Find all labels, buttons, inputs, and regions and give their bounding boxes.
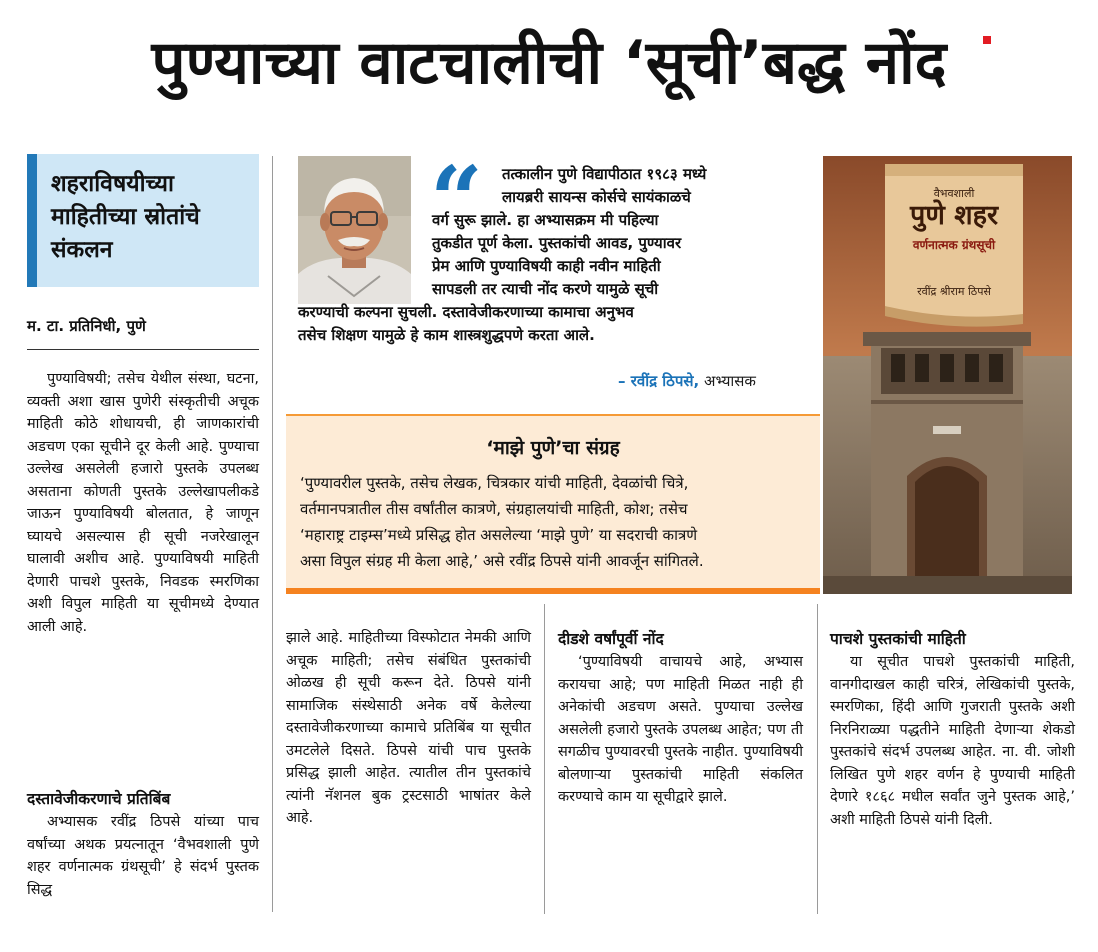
- book-author: रवींद्र श्रीराम ठिपसे: [917, 285, 991, 298]
- infobox-title: ‘माझे पुणे’चा संग्रह: [486, 437, 620, 459]
- headline: पुण्याच्या वाटचालीची ‘सूची’बद्ध नोंद: [151, 28, 947, 98]
- sidebar-accent-bar: [27, 154, 37, 287]
- column-4-text: या सूचीत पाचशे पुस्तकांची माहिती, वानगीदाखल काही चरित्रं, लेखिकांची पुस्तके, स्मरणिका, हिंदी आणि गुजराती पुस्तके अशी निरनिराळ्या पद्धतीने माहिती देणाऱ्या शेकडो पुस्तकांचे संदर्भ उपलब्ध आहेत. ना. वी. जोशी लिखित पुणे शहर वर्णन हे पुण्याची माहिती देणारे १८६८ मधील सर्वांत जुने पुस्तक आहे,’ अशी माहिती ठिपसे यांनी दिली.: [830, 654, 1075, 828]
- book-subtitle-top: वैभवशाली: [933, 187, 975, 200]
- column-4-subhead: पाचशे पुस्तकांची माहिती: [830, 630, 966, 648]
- quote-line: करण्याची कल्पना सुचली. दस्तावेजीकरणाच्या कामाचा अनुभव: [298, 303, 634, 321]
- infobox-line: ‘पुण्यावरील पुस्तके, तसेच लेखक, चित्रकार यांची माहिती, देवळांची चित्रे,: [300, 474, 689, 492]
- quote-author-name: – रवींद्र ठिपसे,: [618, 372, 700, 390]
- infobox-bottom-rule: [286, 588, 820, 594]
- quote-line: तत्कालीन पुणे विद्यापीठात १९८३ मध्ये: [502, 165, 707, 183]
- column-3-subhead: दीडशे वर्षांपूर्वी नोंद: [558, 630, 664, 648]
- column-3-text: ‘पुण्याविषयी वाचायचे आहे, अभ्यास करायचा आहे; पण माहिती मिळत नाही ही अनेकांची अडचण असते. पुण्याचा उल्लेख असलेली हजारो पुस्तके उपलब्ध आहेत; पण ती सगळीच पुण्यावरची पुस्तके नाहीत. पुण्याविषयी बोलणाऱ्या पुस्तकांची माहिती संकलित करण्याचे काम या सूचीद्वारे झाले.: [558, 654, 803, 805]
- author-portrait-photo: [298, 156, 411, 304]
- byline: म. टा. प्रतिनिधी, पुणे: [27, 317, 146, 335]
- byline-divider: [27, 349, 259, 350]
- quote-line: तसेच शिक्षण यामुळे हे काम शास्त्रशुद्धपणे करता आले.: [298, 326, 595, 344]
- column-2-paragraph: झाले आहे. माहितीच्या विस्फोटात नेमकी आणि अचूक माहिती; तसेच संबंधित पुस्तकांची ओळख ही सूची करून देते. ठिपसे यांनी सामाजिक संस्थेसाठी अनेक वर्षे केलेल्या दस्तावेजीकरणाच्या कामाचे प्रतिबिंब या सूचीत उमटलेले दिसते. ठिपसे यांची पाच पुस्तके प्रसिद्ध झाली आहेत. त्यातील तीन पुस्तकांचे त्यांनी नॅशनल बुक ट्रस्टसाठी भाषांतर केले आहे.: [286, 630, 531, 826]
- portrait-illustration: [298, 156, 411, 304]
- infobox-line: ‘महाराष्ट्र टाइम्स’मध्ये प्रसिद्ध होत असलेल्या ‘माझे पुणे’ या सदराची कात्रणे: [300, 526, 698, 544]
- column-divider-1: [272, 156, 273, 912]
- column-3-paragraph: [558, 651, 803, 809]
- column-1-paragraph-1: [27, 368, 259, 638]
- headline-accent-dot: [983, 36, 991, 44]
- book-cover-image: [823, 156, 1072, 594]
- column-divider-2: [544, 604, 545, 914]
- quote-line: प्रेम आणि पुण्याविषयी काही नवीन माहिती: [432, 257, 661, 275]
- column-divider-3: [817, 604, 818, 914]
- column-1-text-1: पुण्याविषयी; तसेच येथील संस्था, घटना, व्यक्ती अशा खास पुणेरी संस्कृतीची अचूक माहिती कोठे शोधायची, ही जाणकारांची अडचण एका सूचीने दूर केली आहे. पुण्याचा उल्लेख असलेली हजारो पुस्तके उपलब्ध असताना कोणती पुस्तके उल्लेखापलीकडे जाऊन पुण्याविषयी बोलतात, हे जाणून घ्यायचे असल्यास ही सूची नजरेखालून घालावी अशीच आहे. पुण्याविषयी माहिती देणारी पाचशे पुस्तके, निवडक स्मरणिका अशी विपुल माहिती या सूचीमध्ये देण्यात आली आहे.: [27, 371, 259, 635]
- infobox: [286, 416, 820, 594]
- quote-line: तुकडीत पूर्ण केला. पुस्तकांची आवड, पुण्यावर: [432, 234, 682, 252]
- sidebar-highlight-box: [27, 154, 259, 287]
- column-1-text-2: अभ्यासक रवींद्र ठिपसे यांच्या पाच वर्षांच्या अथक प्रयत्नातून ‘वैभवशाली पुणे शहर वर्णनात्मक ग्रंथसूची’ हे संदर्भ पुस्तक सिद्ध: [27, 814, 259, 898]
- quote-line: लायब्ररी सायन्स कोर्सचे सायंकाळचे: [502, 188, 691, 206]
- quote-mark-icon: “: [430, 146, 483, 254]
- quote-line: वर्ग सुरू झाले. हा अभ्यासक्रम मी पहिल्या: [432, 211, 659, 229]
- quote-attribution: [618, 371, 756, 391]
- column-1-paragraph-2: [27, 811, 259, 901]
- quote-line: सापडली तर त्याची नोंद करणे यामुळे सूची: [432, 280, 659, 298]
- sidebar-highlight-text: शहराविषयीच्या माहितीच्या स्रोतांचे संकलन: [51, 171, 200, 263]
- column-1-subhead: दस्तावेजीकरणाचे प्रतिबिंब: [27, 790, 171, 808]
- book-subtitle: वर्णनात्मक ग्रंथसूची: [912, 238, 996, 252]
- infobox-line: वर्तमानपत्रातील तीस वर्षांतील कात्रणे, संग्रहालयांची माहिती, कोश; तसेच: [300, 500, 688, 518]
- book-title: पुणे शहर: [910, 200, 998, 231]
- column-4-paragraph: [830, 651, 1075, 831]
- quote-author-role: अभ्यासक: [699, 372, 756, 390]
- infobox-line: असा विपुल संग्रह मी केला आहे,’ असे रवींद्र ठिपसे यांनी आवर्जून सांगितले.: [300, 552, 704, 570]
